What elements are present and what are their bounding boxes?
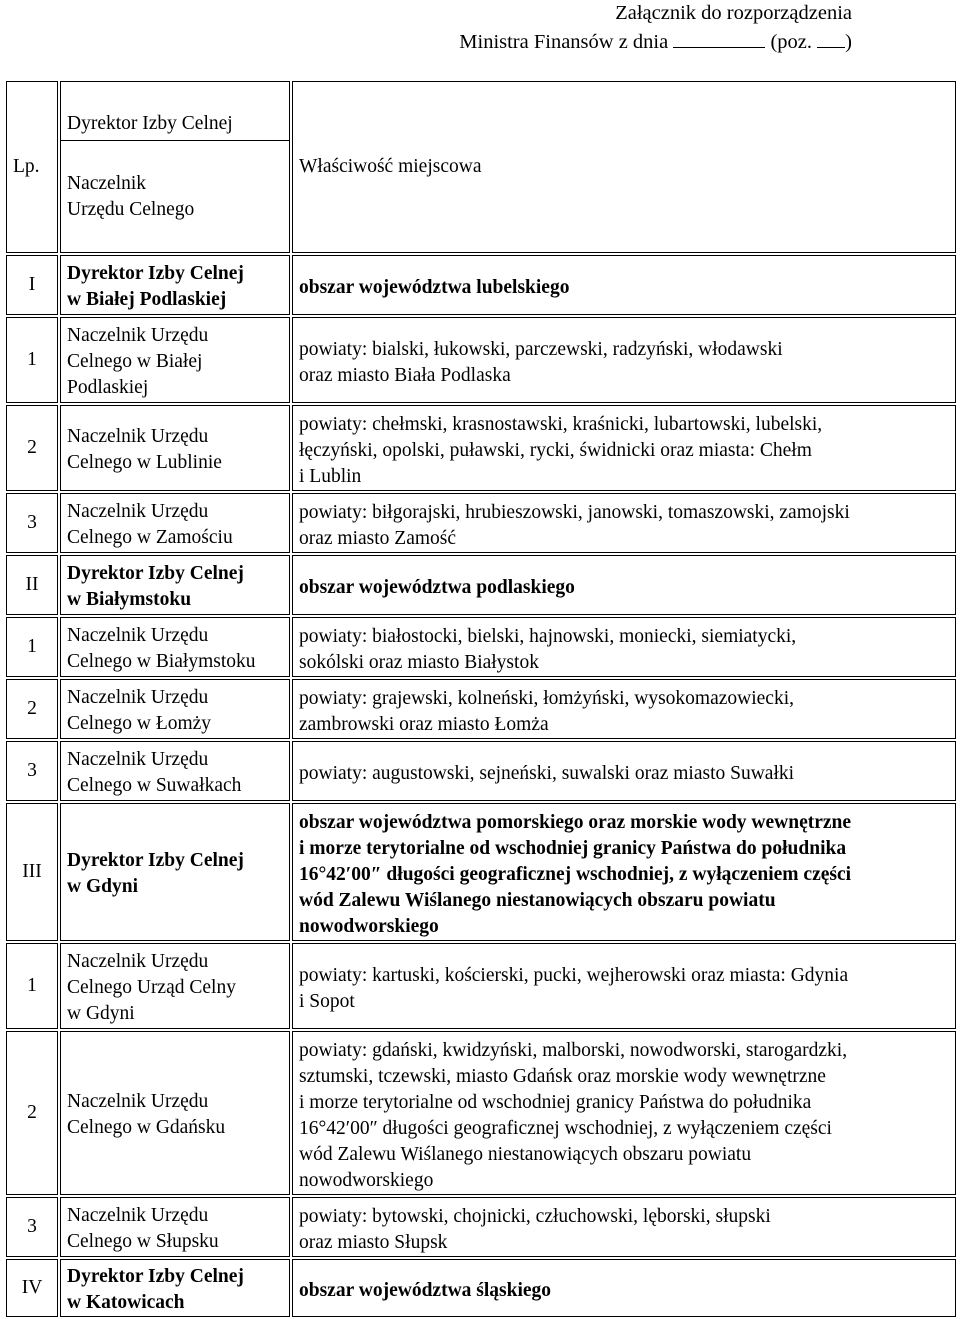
office-row — [6, 493, 956, 553]
header-office-head: Naczelnik Urzędu Celnego — [67, 173, 195, 220]
jurisdiction-area: powiaty: kartuski, kościerski, pucki, wejherowski oraz miasta: Gdynia i Sopot — [292, 943, 956, 1029]
office-row — [6, 679, 956, 739]
office-name: Dyrektor Izby Celnej w Gdyni — [60, 803, 290, 941]
jurisdiction-area: obszar województwa śląskiego — [292, 1259, 956, 1317]
jurisdiction-area: obszar województwa lubelskiego — [292, 255, 956, 315]
row-number: 1 — [6, 317, 58, 403]
office-name: Naczelnik Urzędu Celnego w Zamościu — [60, 493, 290, 553]
row-number: 1 — [6, 617, 58, 677]
jurisdiction-area: powiaty: grajewski, kolneński, łomżyński, wysokomazowiecki, zambrowski oraz miasto Łomża — [292, 679, 956, 739]
office-row — [6, 1031, 956, 1195]
office-name: Naczelnik Urzędu Celnego w Suwałkach — [60, 741, 290, 801]
office-row — [6, 317, 956, 403]
chamber-row — [6, 803, 956, 941]
annex-date-prefix: Ministra Finansów z dnia — [459, 31, 669, 53]
header-area: Właściwość miejscowa — [292, 81, 956, 253]
pos-blank — [817, 27, 845, 48]
row-number: 1 — [6, 943, 58, 1029]
jurisdiction-area: powiaty: bialski, łukowski, parczewski, radzyński, włodawski oraz miasto Biała Podlaska — [292, 317, 956, 403]
office-row — [6, 617, 956, 677]
office-name: Naczelnik Urzędu Celnego w Słupsku — [60, 1197, 290, 1257]
row-number: 3 — [6, 493, 58, 553]
office-row — [6, 943, 956, 1029]
office-name: Naczelnik Urzędu Celnego w Białymstoku — [60, 617, 290, 677]
office-name: Naczelnik Urzędu Celnego w Gdańsku — [60, 1031, 290, 1195]
row-number: IV — [6, 1259, 58, 1317]
annex-subtitle — [459, 27, 852, 56]
header-office-director: Dyrektor Izby Celnej — [61, 108, 289, 141]
jurisdiction-area: powiaty: augustowski, sejneński, suwalski oraz miasto Suwałki — [292, 741, 956, 801]
row-number: III — [6, 803, 58, 941]
document-header — [459, 0, 852, 56]
row-number: 2 — [6, 1031, 58, 1195]
office-row — [6, 1197, 956, 1257]
office-name: Naczelnik Urzędu Celnego Urząd Celny w Gdyni — [60, 943, 290, 1029]
annex-pos-suffix: ) — [845, 31, 852, 53]
jurisdiction-area: powiaty: chełmski, krasnostawski, kraśnicki, lubartowski, lubelski, łęczyński, opolski, puławski, rycki, świdnicki oraz miasta: Chełm i Lublin — [292, 405, 956, 491]
jurisdiction-area: obszar województwa pomorskiego oraz morskie wody wewnętrzne i morze terytorialne od wschodniej granicy Państwa do południka 16°42′00″ długości geograficznej wschodniej, z wyłączeniem części wód Zalewu Wiślanego niestanowiących obszaru powiatu nowodworskiego — [292, 803, 956, 941]
date-blank — [673, 27, 765, 48]
row-number: 2 — [6, 679, 58, 739]
jurisdiction-table — [4, 79, 958, 1319]
office-row — [6, 741, 956, 801]
table-body — [6, 255, 956, 1317]
chamber-row — [6, 1259, 956, 1317]
jurisdiction-area: obszar województwa podlaskiego — [292, 555, 956, 615]
jurisdiction-area: powiaty: gdański, kwidzyński, malborski, nowodworski, starogardzki, sztumski, tczewski, miasto Gdańsk oraz morskie wody wewnętrzne i morze terytorialne od wschodniej granicy Państwa do południka 16°42′00″ długości geograficznej wschodniej, z wyłączeniem części wód Zalewu Wiślanego niestanowiących obszaru powiatu nowodworskiego — [292, 1031, 956, 1195]
chamber-row — [6, 555, 956, 615]
office-row — [6, 405, 956, 491]
row-number: 3 — [6, 741, 58, 801]
office-name: Dyrektor Izby Celnej w Katowicach — [60, 1259, 290, 1317]
table-header-row — [6, 81, 956, 253]
jurisdiction-area: powiaty: bytowski, chojnicki, człuchowski, lęborski, słupski oraz miasto Słupsk — [292, 1197, 956, 1257]
header-office — [60, 81, 290, 253]
row-number: II — [6, 555, 58, 615]
office-name: Dyrektor Izby Celnej w Białymstoku — [60, 555, 290, 615]
row-number: 3 — [6, 1197, 58, 1257]
annex-title: Załącznik do rozporządzenia — [615, 2, 852, 24]
header-lp: Lp. — [6, 81, 58, 253]
chamber-row — [6, 255, 956, 315]
row-number: I — [6, 255, 58, 315]
jurisdiction-area: powiaty: białostocki, bielski, hajnowski, moniecki, siemiatycki, sokólski oraz miasto Białystok — [292, 617, 956, 677]
row-number: 2 — [6, 405, 58, 491]
office-name: Naczelnik Urzędu Celnego w Lublinie — [60, 405, 290, 491]
office-name: Naczelnik Urzędu Celnego w Łomży — [60, 679, 290, 739]
office-name: Dyrektor Izby Celnej w Białej Podlaskiej — [60, 255, 290, 315]
office-name: Naczelnik Urzędu Celnego w Białej Podlaskiej — [60, 317, 290, 403]
annex-pos-prefix: (poz. — [770, 31, 813, 53]
jurisdiction-area: powiaty: biłgorajski, hrubieszowski, janowski, tomaszowski, zamojski oraz miasto Zamość — [292, 493, 956, 553]
